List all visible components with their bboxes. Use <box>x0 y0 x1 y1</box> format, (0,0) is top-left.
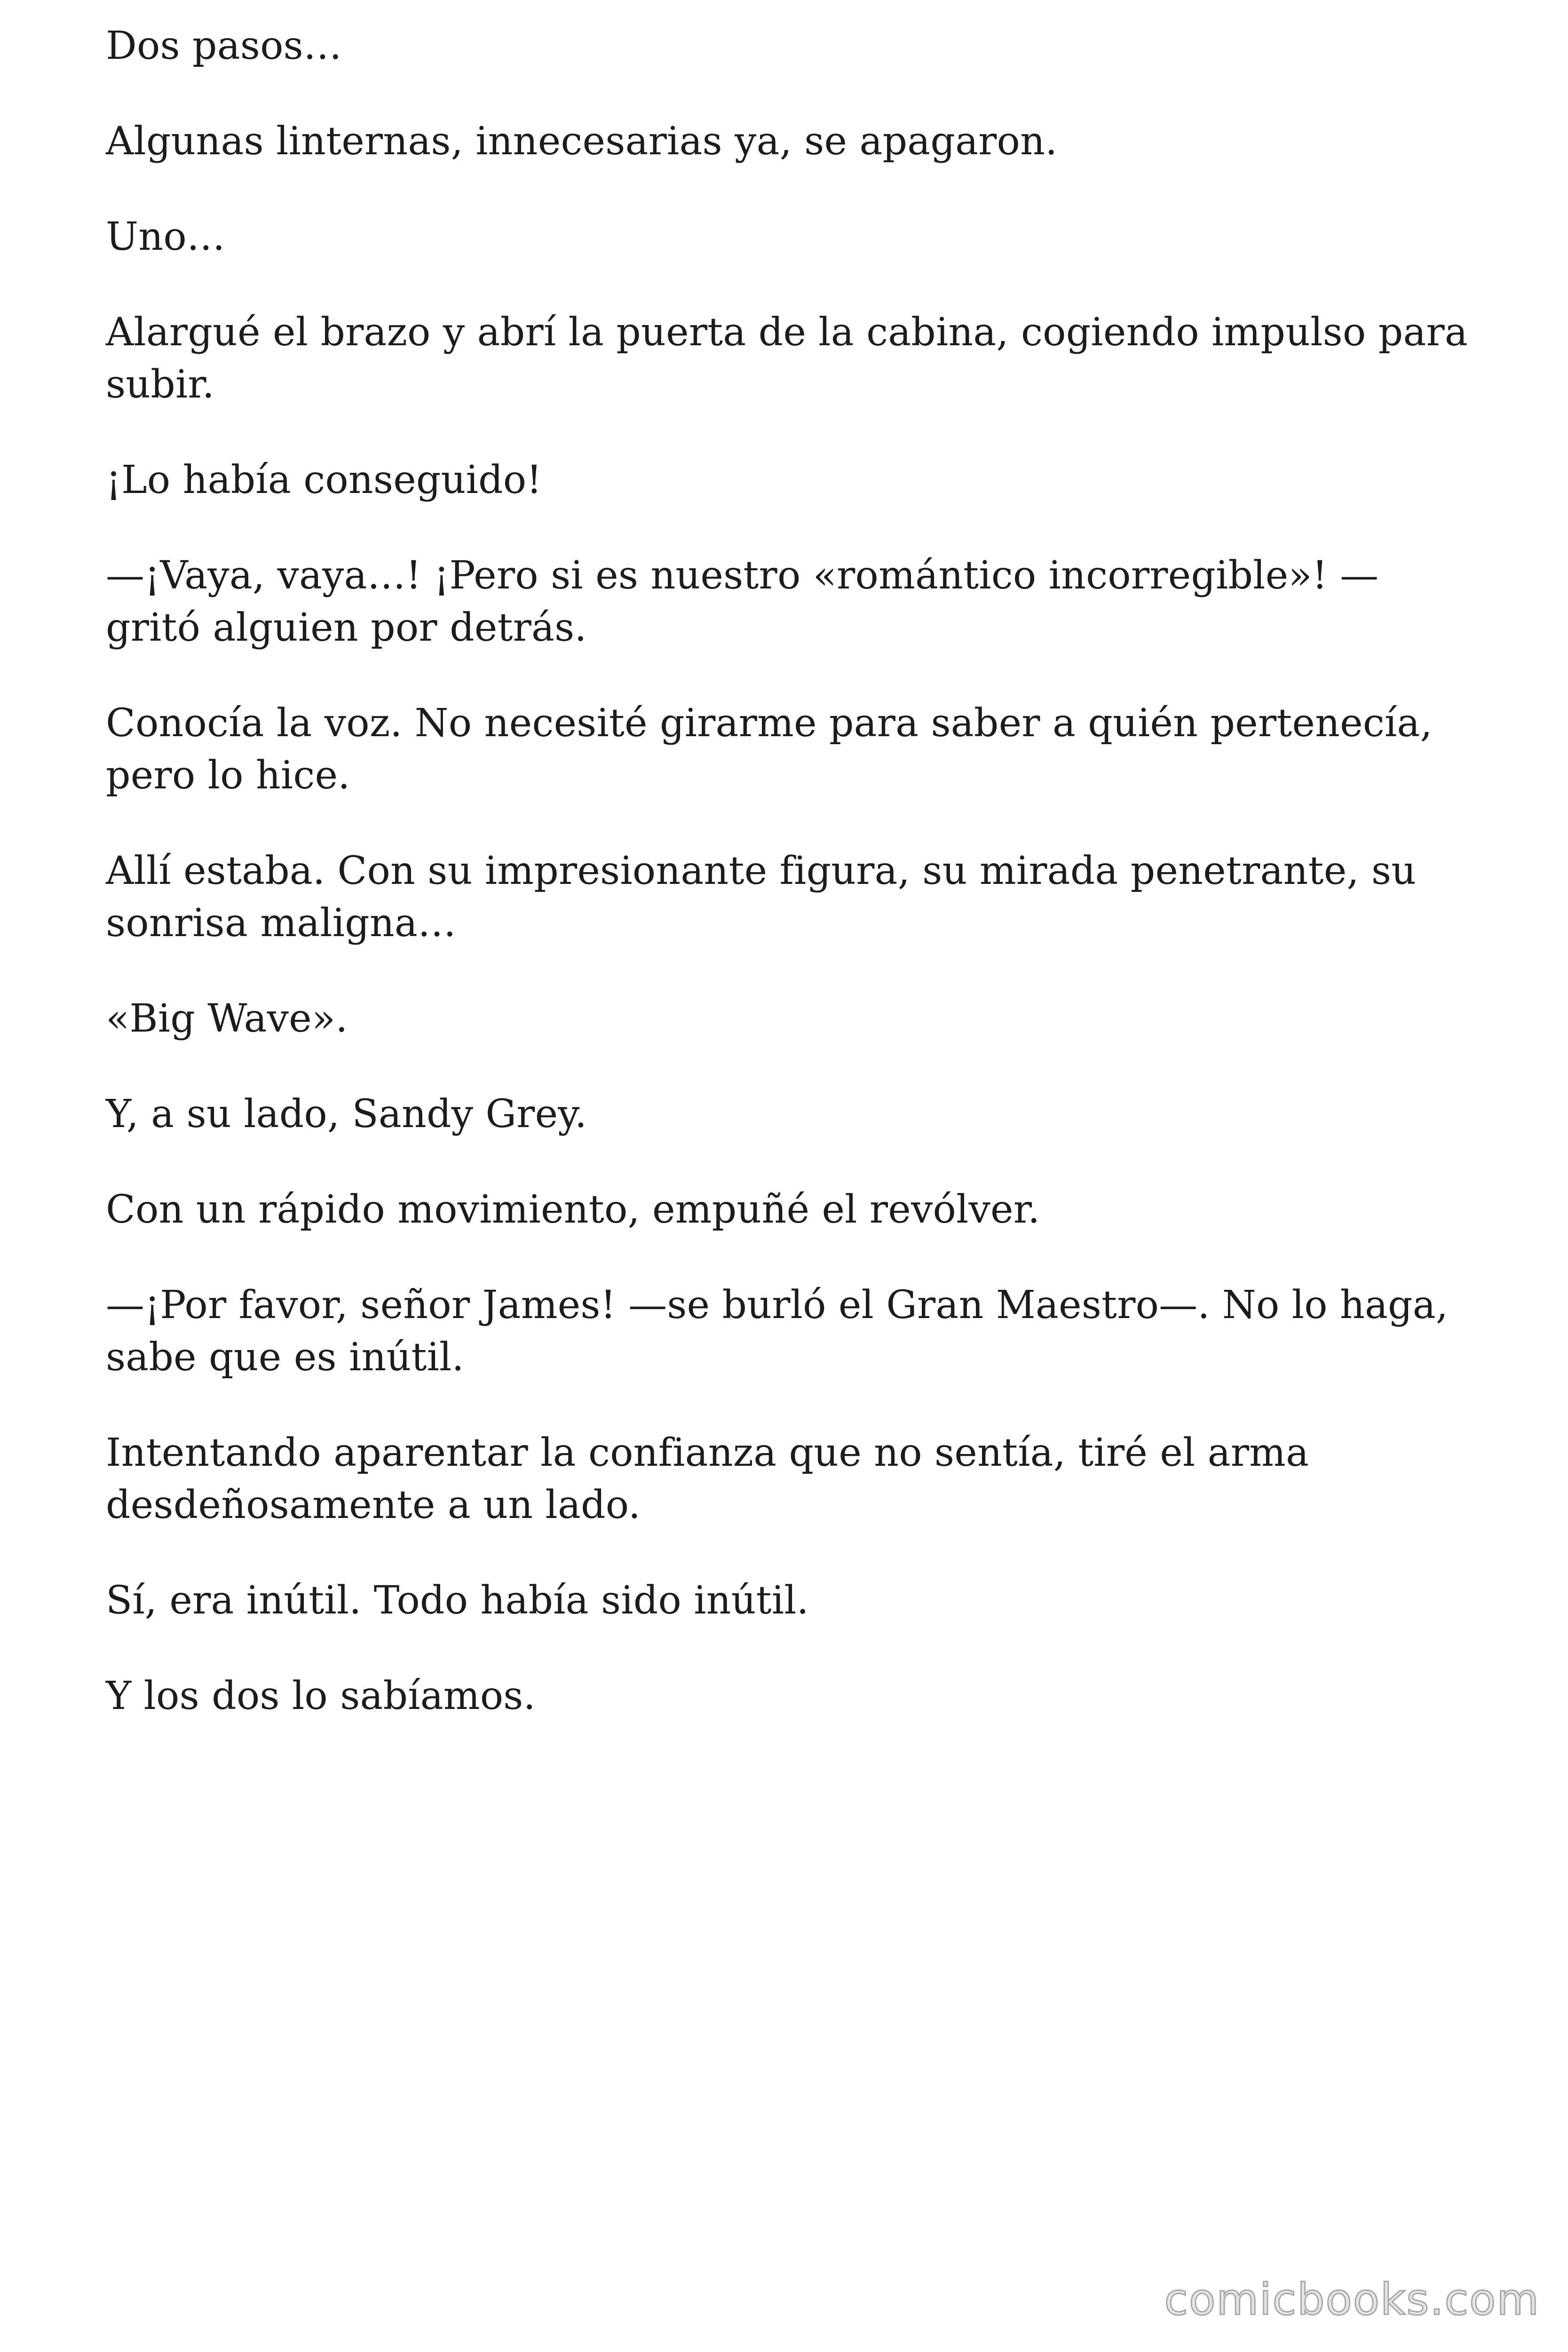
paragraph: —¡Vaya, vaya…! ¡Pero si es nuestro «romántico incorregible»! —gritó alguien por detrás. <box>106 553 1379 650</box>
paragraph: Sí, era inútil. Todo había sido inútil. <box>106 1578 809 1623</box>
paragraph: Y los dos lo sabíamos. <box>106 1674 536 1718</box>
paragraph: Intentando aparentar la confianza que no sentía, tiré el arma desdeñosamente a un lado. <box>106 1430 1309 1527</box>
watermark: comicbooks.com <box>1164 2274 1540 2325</box>
paragraph: «Big Wave». <box>106 996 348 1041</box>
paragraph: Allí estaba. Con su impresionante figura, su mirada penetrante, su sonrisa maligna… <box>106 849 1417 946</box>
page-body <box>106 20 1470 1765</box>
paragraph: Dos pasos… <box>106 24 342 68</box>
paragraph: ¡Lo había conseguido! <box>106 458 542 502</box>
paragraph: Alargué el brazo y abrí la puerta de la cabina, cogiendo impulso para subir. <box>106 310 1468 407</box>
paragraph: Y, a su lado, Sandy Grey. <box>106 1092 587 1136</box>
paragraph: Algunas linternas, innecesarias ya, se apagaron. <box>106 119 1058 164</box>
paragraph: Con un rápido movimiento, empuñé el revólver. <box>106 1187 1040 1232</box>
paragraph: Conocía la voz. No necesité girarme para saber a quién pertenecía, pero lo hice. <box>106 701 1433 798</box>
paragraph: —¡Por favor, señor James! —se burló el Gran Maestro—. No lo haga, sabe que es inútil. <box>106 1283 1449 1380</box>
paragraph: Uno… <box>106 215 226 259</box>
